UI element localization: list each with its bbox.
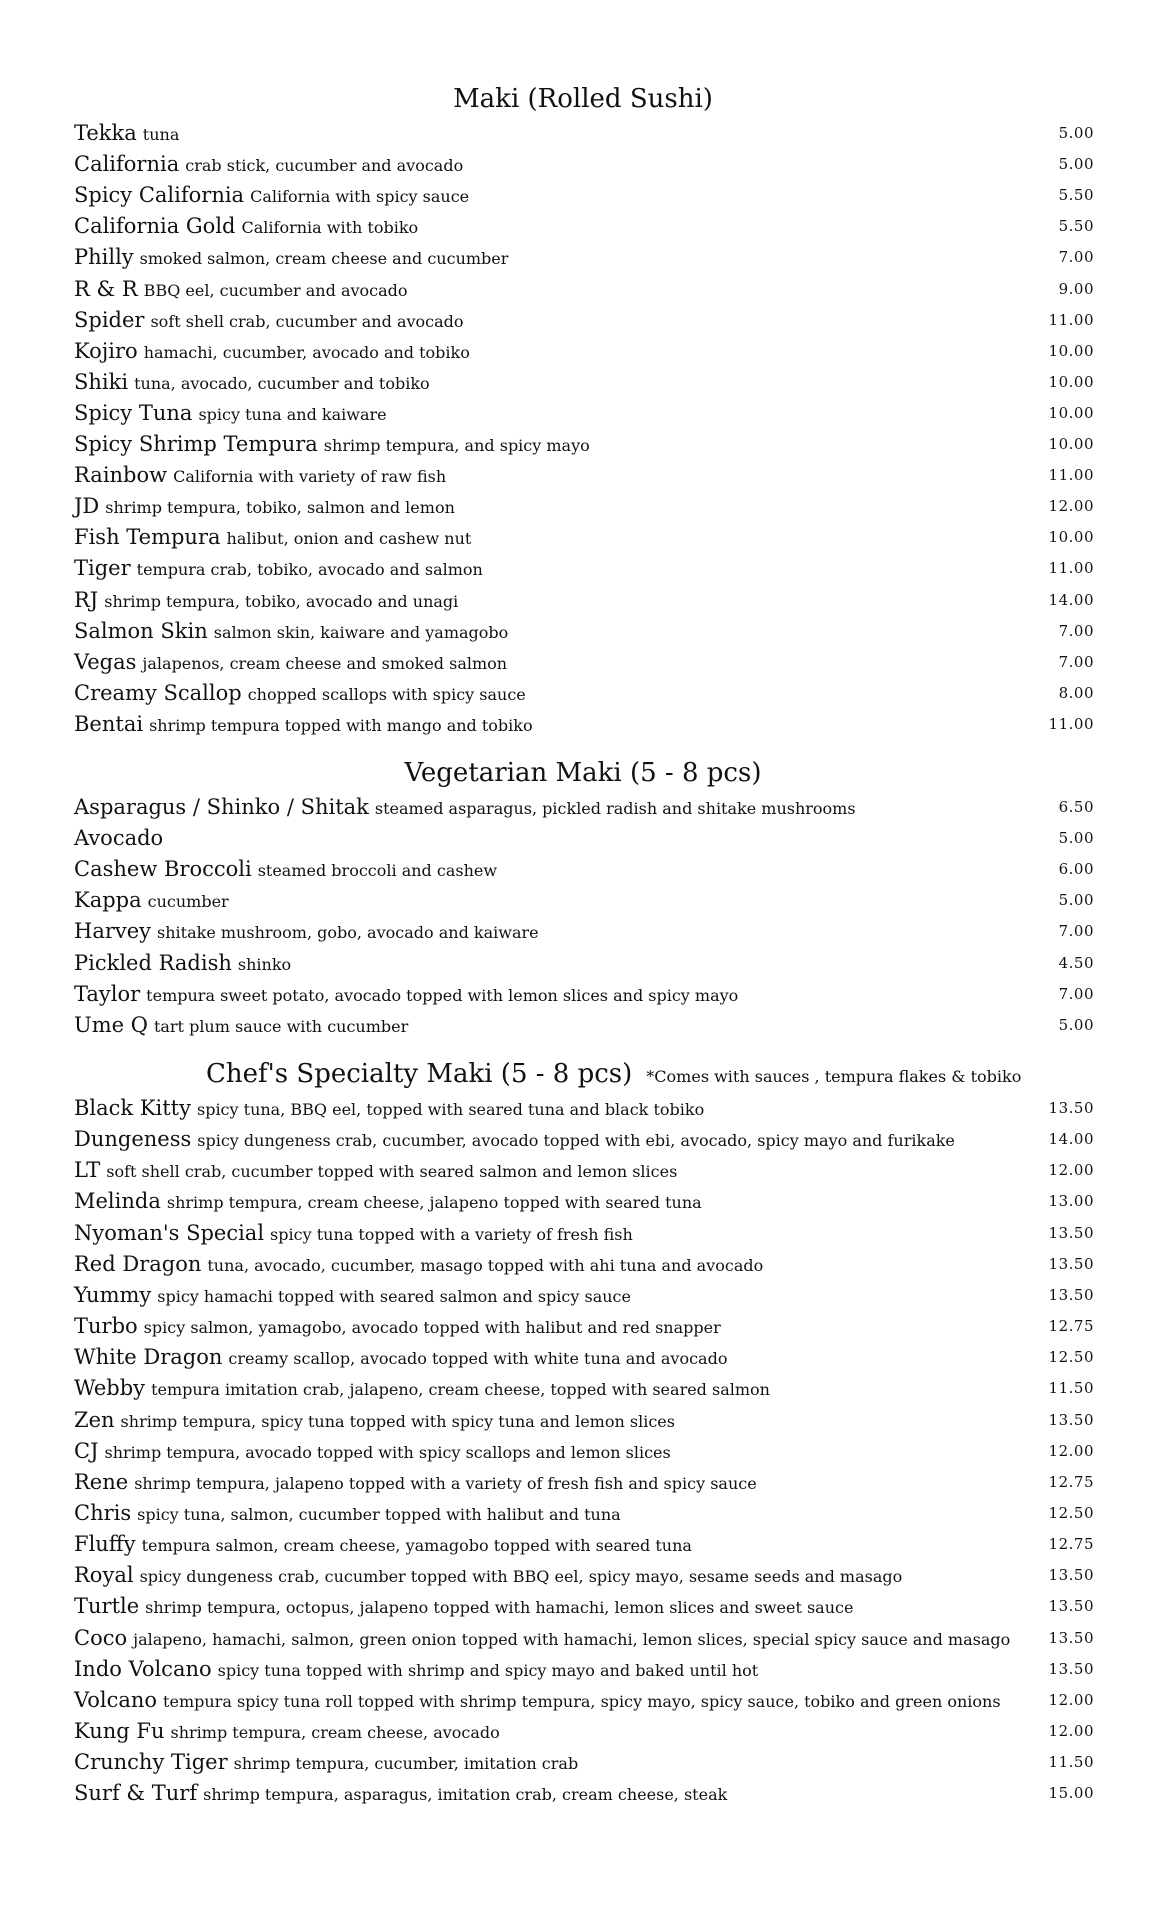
item-name: Turtle — [74, 1594, 140, 1619]
menu-item — [74, 1280, 1094, 1311]
menu-item — [74, 616, 1094, 647]
menu-item — [74, 647, 1094, 678]
menu-item — [74, 1373, 1094, 1404]
item-name: White Dragon — [74, 1345, 223, 1370]
item-description: shrimp tempura, cream cheese, jalapeno topped with seared tuna — [166, 1193, 702, 1213]
item-name: Kappa — [74, 888, 142, 913]
item-description: shrimp tempura, and spicy mayo — [323, 436, 590, 455]
item-description: tuna — [142, 125, 180, 144]
item-price: 4.50 — [1058, 953, 1094, 972]
item-description: hamachi, cucumber, avocado and tobiko — [143, 342, 470, 362]
item-description: tuna, avocado, cucumber, masago topped with ahi tuna and avocado — [207, 1255, 764, 1275]
menu-item — [74, 522, 1094, 553]
item-name: Volcano — [74, 1687, 158, 1712]
menu-item — [74, 1218, 1094, 1249]
item-price: 13.50 — [1048, 1566, 1094, 1585]
item-name: Surf & Turf — [74, 1781, 198, 1806]
item-name: Coco — [74, 1625, 128, 1650]
item-description: shrimp tempura, cream cheese, avocado — [170, 1723, 500, 1742]
item-price: 13.50 — [1048, 1628, 1094, 1647]
menu-item — [74, 1249, 1094, 1280]
item-name: Yummy — [74, 1282, 152, 1307]
item-name: Fluffy — [74, 1532, 136, 1557]
item-description: tempura salmon, cream cheese, yamagobo topped with seared tuna — [141, 1536, 692, 1556]
item-description: shinko — [237, 954, 292, 974]
item-name: JD — [74, 494, 100, 519]
menu-item — [74, 398, 1094, 429]
item-price: 6.50 — [1058, 798, 1094, 816]
menu-item — [74, 1124, 1094, 1155]
menu-item — [74, 916, 1094, 947]
menu-item — [74, 1747, 1094, 1778]
item-name: California Gold — [74, 214, 236, 239]
item-price: 12.75 — [1048, 1317, 1094, 1336]
menu-item — [74, 1467, 1094, 1498]
item-price: 12.50 — [1048, 1348, 1094, 1367]
menu-item — [74, 709, 1094, 740]
item-description: spicy tuna topped with a variety of fresh fish — [270, 1224, 633, 1244]
item-description: shrimp tempura, asparagus, imitation crab, cream cheese, steak — [203, 1785, 728, 1805]
menu-item — [74, 367, 1094, 398]
item-description: crab stick, cucumber and avocado — [185, 156, 464, 176]
item-description: shrimp tempura, avocado topped with spicy scallops and lemon slices — [104, 1442, 671, 1462]
item-description: tempura imitation crab, jalapeno, cream cheese, topped with seared salmon — [151, 1380, 770, 1400]
item-description: shrimp tempura topped with mango and tobiko — [149, 715, 533, 735]
item-price: 5.00 — [1058, 155, 1094, 174]
item-name: Indo Volcano — [74, 1656, 212, 1681]
item-price: 5.50 — [1058, 186, 1094, 205]
item-price: 9.00 — [1058, 279, 1094, 298]
item-price: 10.00 — [1048, 341, 1094, 360]
item-price: 15.00 — [1048, 1784, 1094, 1803]
item-name: Philly — [74, 245, 134, 270]
item-name: Nyoman's Special — [74, 1220, 265, 1245]
item-price: 12.00 — [1048, 497, 1094, 516]
menu-item — [74, 979, 1094, 1010]
menu-item — [74, 149, 1094, 180]
item-price: 8.00 — [1058, 683, 1094, 702]
item-name: Bentai — [74, 711, 144, 736]
menu-item — [74, 460, 1094, 491]
item-price: 12.50 — [1048, 1503, 1094, 1522]
menu-item — [74, 1529, 1094, 1560]
menu-item — [74, 678, 1094, 709]
menu-item — [74, 1155, 1094, 1186]
item-price: 13.00 — [1048, 1192, 1094, 1211]
menu-item — [74, 585, 1094, 616]
item-description: shitake mushroom, gobo, avocado and kaiware — [157, 923, 539, 943]
item-description: tart plum sauce with cucumber — [153, 1016, 409, 1036]
item-name: California — [74, 152, 180, 177]
item-price: 12.00 — [1048, 1441, 1094, 1460]
item-name: Pickled Radish — [74, 950, 232, 975]
menu-item — [74, 792, 1094, 823]
item-price: 6.00 — [1058, 860, 1094, 879]
item-price: 12.75 — [1048, 1535, 1094, 1554]
menu-item — [74, 242, 1094, 273]
item-name: Turbo — [74, 1314, 138, 1339]
item-description: shrimp tempura, spicy tuna topped with spicy tuna and lemon slices — [120, 1411, 675, 1431]
item-price: 7.00 — [1058, 621, 1094, 640]
menu-item — [74, 180, 1094, 211]
menu-item — [74, 1010, 1094, 1041]
item-description: shrimp tempura, tobiko, salmon and lemon — [105, 498, 455, 518]
item-description: California with spicy sauce — [250, 187, 470, 207]
item-description: steamed broccoli and cashew — [257, 861, 498, 881]
item-description: jalapeno, hamachi, salmon, green onion topped with hamachi, lemon slices, special spicy sauce and masago — [133, 1629, 1011, 1649]
item-price: 13.50 — [1048, 1223, 1094, 1242]
item-name: Spider — [74, 307, 145, 332]
item-description: spicy dungeness crab, cucumber, avocado topped with ebi, avocado, spicy mayo and furikake — [197, 1131, 955, 1151]
item-description: shrimp tempura, jalapeno topped with a variety of fresh fish and spicy sauce — [134, 1473, 757, 1493]
item-price: 10.00 — [1048, 528, 1094, 547]
item-price: 5.00 — [1058, 1015, 1094, 1034]
item-description: spicy salmon, yamagobo, avocado topped with halibut and red snapper — [143, 1318, 721, 1338]
item-description: spicy tuna and kaiware — [198, 404, 387, 424]
item-description: tempura sweet potato, avocado topped with lemon slices and spicy mayo — [146, 985, 739, 1005]
item-name: Tiger — [74, 556, 131, 581]
item-name: Rainbow — [74, 463, 168, 488]
item-name: Spicy Tuna — [74, 400, 193, 425]
item-name: Creamy Scallop — [74, 680, 242, 705]
item-name: Chris — [74, 1500, 132, 1525]
item-description: steamed asparagus, pickled radish and shitake mushrooms — [374, 799, 856, 818]
item-description: jalapenos, cream cheese and smoked salmon — [142, 653, 508, 673]
item-price: 13.50 — [1048, 1659, 1094, 1678]
item-description: shrimp tempura, tobiko, avocado and unagi — [104, 591, 459, 611]
item-price: 10.00 — [1048, 372, 1094, 391]
item-price: 7.00 — [1058, 248, 1094, 267]
item-description: halibut, onion and cashew nut — [226, 529, 472, 549]
menu-item — [74, 885, 1094, 916]
menu-item — [74, 1685, 1094, 1716]
item-price: 11.00 — [1048, 714, 1094, 733]
menu-item — [74, 336, 1094, 367]
item-name: RJ — [74, 587, 99, 612]
item-name: Rene — [74, 1469, 129, 1494]
menu-item — [74, 1560, 1094, 1591]
item-description: California with tobiko — [241, 218, 419, 238]
item-name: Harvey — [74, 919, 152, 944]
item-name: R & R — [74, 276, 138, 301]
item-price: 14.00 — [1048, 590, 1094, 609]
menu-item — [74, 1498, 1094, 1529]
item-price: 13.50 — [1048, 1597, 1094, 1616]
item-price: 14.00 — [1048, 1130, 1094, 1149]
item-name: Shiki — [74, 369, 129, 394]
item-price: 10.00 — [1048, 403, 1094, 422]
item-price: 7.00 — [1058, 922, 1094, 941]
item-name: Kojiro — [74, 338, 138, 363]
item-name: Crunchy Tiger — [74, 1750, 228, 1775]
item-name: Spicy California — [74, 183, 245, 208]
item-name: Royal — [74, 1563, 134, 1588]
item-price: 5.00 — [1058, 891, 1094, 910]
item-description: spicy tuna topped with shrimp and spicy mayo and baked until hot — [217, 1660, 759, 1680]
menu-item — [74, 491, 1094, 522]
chef-title-text: Chef's Specialty Maki (5 - 8 pcs) — [206, 1059, 633, 1089]
menu-item — [74, 1342, 1094, 1373]
chef-title-note: *Comes with sauces , tempura flakes & tobiko — [646, 1067, 1022, 1086]
item-price: 5.00 — [1058, 124, 1094, 142]
item-name: Zen — [74, 1407, 115, 1432]
item-description: cucumber — [147, 892, 229, 912]
maki-section-title: Maki (Rolled Sushi) — [453, 84, 713, 114]
item-name: Spicy Shrimp Tempura — [74, 432, 318, 456]
item-name: Melinda — [74, 1189, 161, 1214]
item-price: 7.00 — [1058, 652, 1094, 671]
item-description: creamy scallop, avocado topped with white tuna and avocado — [228, 1349, 728, 1369]
item-price: 12.00 — [1048, 1690, 1094, 1709]
item-price: 11.00 — [1048, 310, 1094, 329]
item-name: Ume Q — [74, 1012, 148, 1037]
menu-item — [74, 211, 1094, 242]
menu-item — [74, 553, 1094, 584]
item-description: shrimp tempura, octopus, jalapeno topped with hamachi, lemon slices and sweet sauce — [145, 1598, 854, 1618]
item-price: 12.75 — [1048, 1472, 1094, 1491]
item-description: smoked salmon, cream cheese and cucumber — [139, 249, 509, 269]
menu-item — [74, 854, 1094, 885]
menu-item — [74, 1778, 1094, 1809]
item-name: Tekka — [74, 121, 137, 145]
chef-section-title — [206, 1057, 1106, 1094]
item-name: Webby — [74, 1376, 146, 1401]
item-name: Taylor — [74, 981, 141, 1006]
item-description: California with variety of raw fish — [173, 467, 447, 487]
item-name: Black Kitty — [74, 1096, 191, 1120]
item-description: spicy hamachi topped with seared salmon and spicy sauce — [157, 1286, 631, 1306]
item-name: Red Dragon — [74, 1251, 202, 1276]
menu-item — [74, 118, 1094, 149]
item-name: Avocado — [74, 826, 164, 851]
vegetarian-section-title: Vegetarian Maki (5 - 8 pcs) — [404, 758, 762, 788]
item-name: Asparagus / Shinko / Shitak — [74, 795, 369, 819]
item-description: salmon skin, kaiware and yamagobo — [213, 622, 509, 642]
item-price: 11.50 — [1048, 1379, 1094, 1398]
item-price: 12.00 — [1048, 1722, 1094, 1740]
menu-item — [74, 1436, 1094, 1467]
item-price: 10.00 — [1048, 435, 1094, 453]
menu-item — [74, 1716, 1094, 1747]
item-description: tempura spicy tuna roll topped with shrimp tempura, spicy mayo, spicy sauce, tobiko and green onions — [163, 1691, 1001, 1711]
item-name: Cashew Broccoli — [74, 857, 252, 882]
menu-item — [74, 1654, 1094, 1685]
item-description: tempura crab, tobiko, avocado and salmon — [136, 560, 483, 580]
menu-item — [74, 1405, 1094, 1436]
item-description: chopped scallops with spicy sauce — [247, 684, 526, 704]
item-price: 13.50 — [1048, 1410, 1094, 1429]
menu-item — [74, 1093, 1094, 1124]
item-price: 13.50 — [1048, 1285, 1094, 1304]
item-price: 13.50 — [1048, 1099, 1094, 1117]
item-price: 13.50 — [1048, 1254, 1094, 1273]
item-name: Kung Fu — [74, 1719, 165, 1743]
item-price: 11.00 — [1048, 466, 1094, 485]
menu-item — [74, 1186, 1094, 1217]
item-description: soft shell crab, cucumber and avocado — [150, 311, 464, 331]
menu-item — [74, 948, 1094, 979]
item-name: Salmon Skin — [74, 618, 208, 643]
menu-item — [74, 823, 1094, 854]
menu-item — [74, 1311, 1094, 1342]
item-price: 5.00 — [1058, 829, 1094, 848]
item-name: Vegas — [74, 649, 137, 674]
item-description: spicy tuna, salmon, cucumber topped with halibut and tuna — [137, 1504, 621, 1524]
menu-item — [74, 305, 1094, 336]
menu-item — [74, 1591, 1094, 1622]
item-price: 5.50 — [1058, 217, 1094, 236]
item-name: Fish Tempura — [74, 525, 221, 550]
item-description: soft shell crab, cucumber topped with seared salmon and lemon slices — [106, 1162, 678, 1182]
item-name: CJ — [74, 1438, 99, 1463]
item-name: Dungeness — [74, 1127, 192, 1152]
item-description: spicy dungeness crab, cucumber topped with BBQ eel, spicy mayo, sesame seeds and masago — [139, 1567, 903, 1587]
item-description: shrimp tempura, cucumber, imitation crab — [233, 1754, 579, 1774]
menu-item — [74, 1623, 1094, 1654]
item-description: spicy tuna, BBQ eel, topped with seared tuna and black tobiko — [196, 1100, 705, 1119]
item-name: LT — [74, 1158, 101, 1183]
menu-item — [74, 274, 1094, 305]
item-price: 11.50 — [1048, 1753, 1094, 1772]
item-price: 7.00 — [1058, 984, 1094, 1003]
menu-item — [74, 429, 1094, 460]
item-price: 11.00 — [1048, 559, 1094, 578]
item-description: tuna, avocado, cucumber and tobiko — [134, 373, 430, 393]
item-description: BBQ eel, cucumber and avocado — [143, 280, 408, 300]
item-price: 12.00 — [1048, 1161, 1094, 1180]
